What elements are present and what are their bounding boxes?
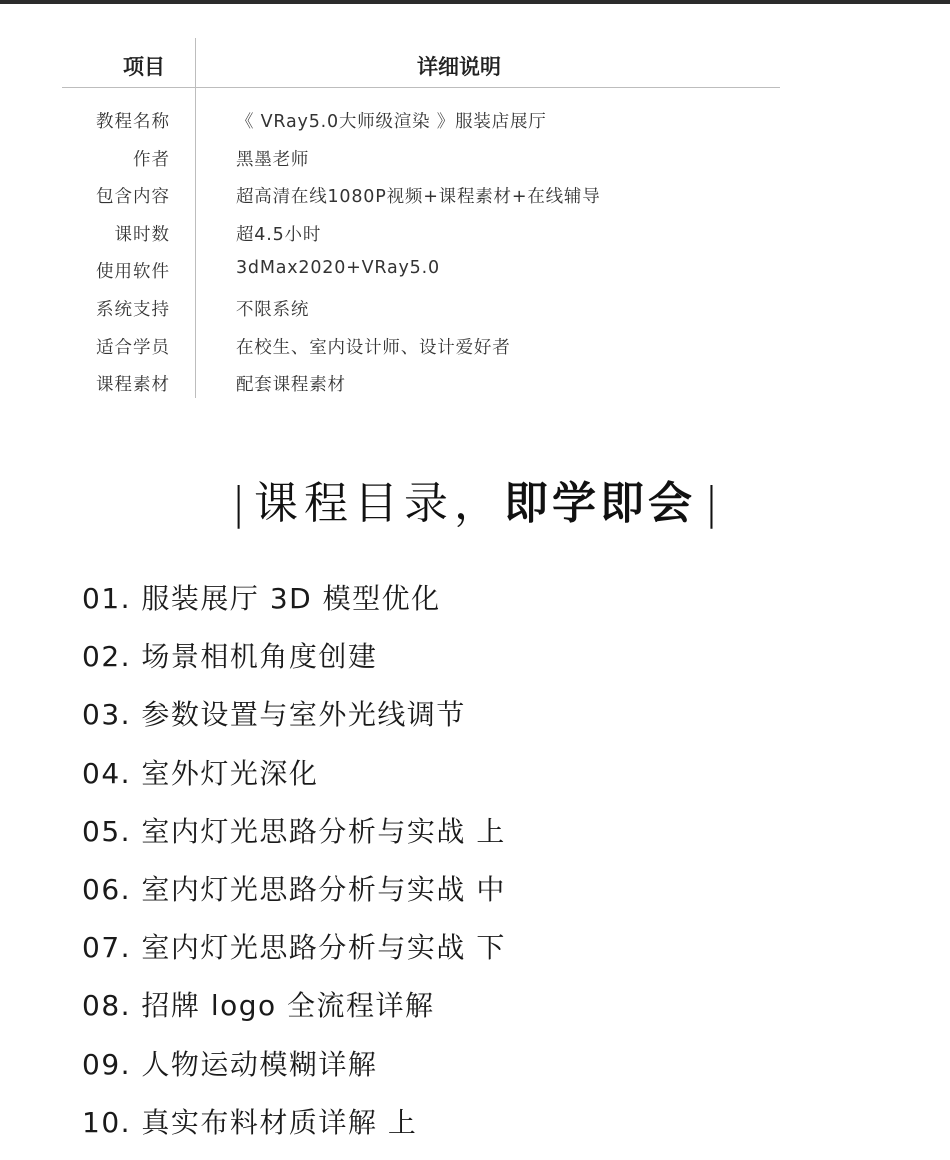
top-border bbox=[0, 0, 950, 4]
table-row bbox=[62, 183, 780, 221]
row-value: 黑墨老师 bbox=[236, 149, 310, 170]
catalog-heading bbox=[0, 474, 950, 534]
lesson-item: 04. 室外灯光深化 bbox=[82, 756, 319, 790]
header-detail: 详细说明 bbox=[417, 55, 501, 79]
course-info-table bbox=[62, 38, 780, 396]
header-item: 项目 bbox=[123, 55, 165, 79]
row-value: 超4.5小时 bbox=[236, 224, 322, 245]
row-label: 作者 bbox=[133, 149, 170, 170]
table-row bbox=[62, 371, 780, 409]
row-label: 使用软件 bbox=[96, 262, 170, 283]
row-value: 超高清在线1080P视频+课程素材+在线辅导 bbox=[236, 187, 601, 208]
table-rows bbox=[62, 108, 780, 409]
lesson-item: 10. 真实布料材质详解 上 bbox=[82, 1105, 418, 1139]
table-row bbox=[62, 221, 780, 259]
table-row bbox=[62, 258, 780, 296]
row-value: 在校生、室内设计师、设计爱好者 bbox=[236, 337, 511, 358]
table-row bbox=[62, 296, 780, 334]
lesson-item: 06. 室内灯光思路分析与实战 中 bbox=[82, 872, 506, 906]
heading-bar-left: | bbox=[231, 478, 246, 529]
lesson-item: 07. 室内灯光思路分析与实战 下 bbox=[82, 931, 506, 965]
row-label: 包含内容 bbox=[96, 187, 170, 208]
table-row bbox=[62, 146, 780, 184]
table-row bbox=[62, 334, 780, 372]
lesson-list bbox=[82, 578, 902, 1160]
table-row bbox=[62, 108, 780, 146]
row-value: 不限系统 bbox=[236, 299, 310, 320]
lesson-item: 08. 招牌 logo 全流程详解 bbox=[82, 989, 435, 1023]
row-label: 课时数 bbox=[114, 224, 170, 245]
lesson-item: 05. 室内灯光思路分析与实战 上 bbox=[82, 814, 506, 848]
row-label: 系统支持 bbox=[96, 299, 170, 320]
row-label: 课程素材 bbox=[96, 375, 170, 396]
row-value: 《 VRay5.0大师级渲染 》服装店展厅 bbox=[236, 112, 547, 132]
lesson-item: 01. 服装展厅 3D 模型优化 bbox=[82, 582, 441, 615]
row-value: 3dMax2020+VRay5.0 bbox=[236, 258, 440, 279]
table-header bbox=[62, 38, 780, 88]
heading-title-bold: 即学即会 bbox=[504, 478, 696, 529]
row-label: 教程名称 bbox=[96, 112, 170, 132]
lesson-item: 09. 人物运动模糊详解 bbox=[82, 1047, 378, 1081]
row-label: 适合学员 bbox=[96, 337, 170, 358]
heading-title-light: 课程目录， bbox=[254, 478, 504, 529]
row-value: 配套课程素材 bbox=[236, 375, 346, 396]
lesson-item: 02. 场景相机角度创建 bbox=[82, 640, 378, 674]
heading-bar-right: | bbox=[704, 478, 719, 529]
lesson-item: 03. 参数设置与室外光线调节 bbox=[82, 698, 466, 732]
